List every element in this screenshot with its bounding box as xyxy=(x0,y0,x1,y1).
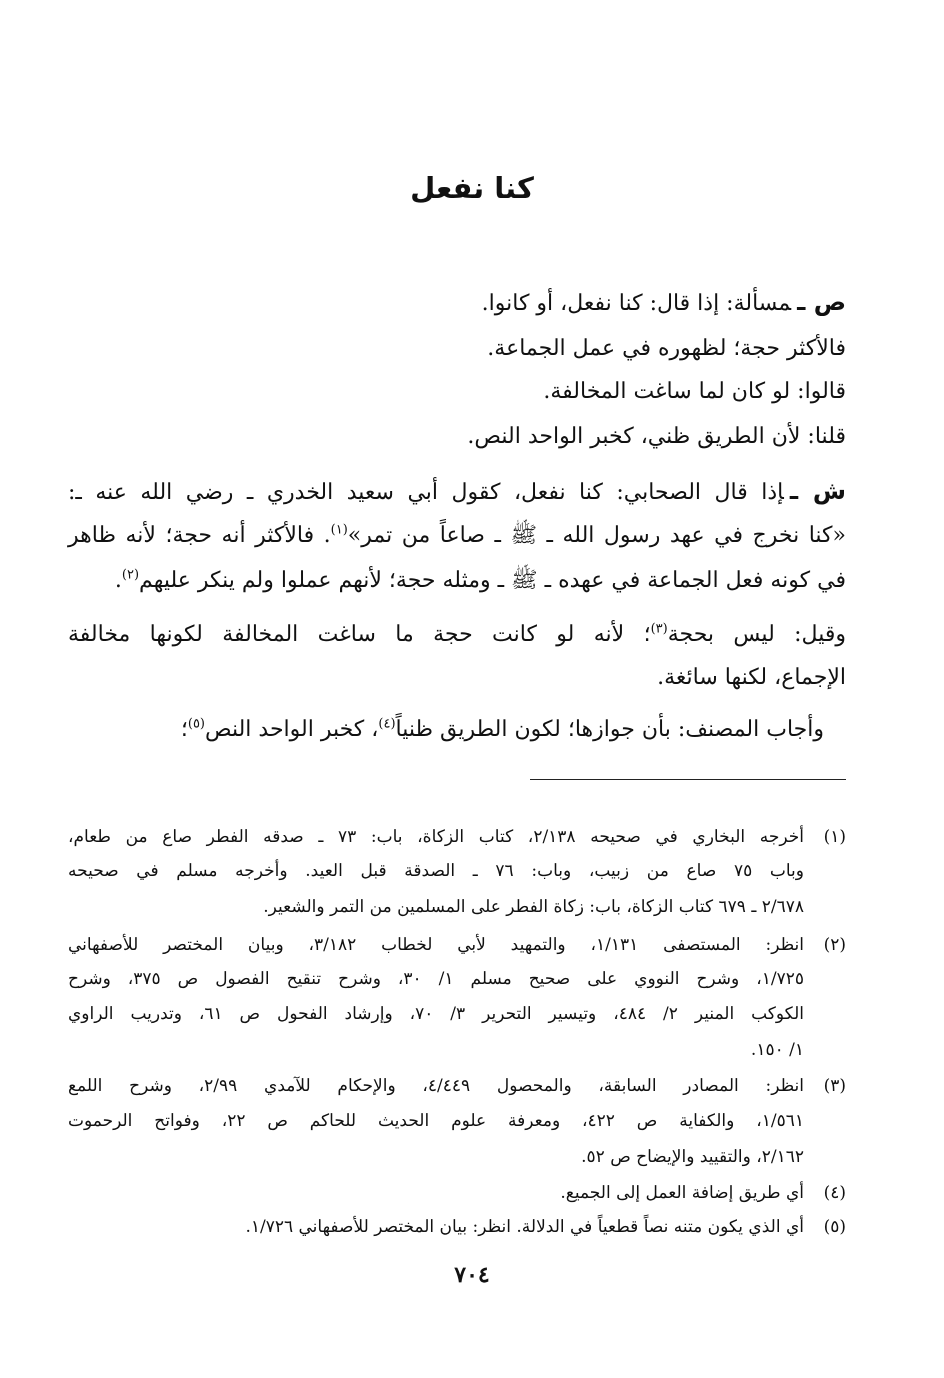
sharh-line-2: «كنا نخرج في عهد رسول الله ـ ﷺ ـ صاعاً من تمر»$^{(١)}$. فالأكثر أنه حجة؛ لأنه ظاهر xyxy=(68,522,846,548)
sharh-line-6: وأجاب المصنف: بأن جوازها؛ لكون الطريق ظنياً$^{(٤)}$، كخبر الواحد النص$^{(٥)}$؛ xyxy=(180,716,824,742)
footnote-separator xyxy=(530,779,846,780)
footnote-ref-1: (١) xyxy=(330,522,348,538)
footnote-1-line-2: وباب ٧٥ صاع من زبيب، وباب: ٧٦ ـ الصدقة قبل العيد. وأخرجه مسلم في صحيحه xyxy=(68,861,804,881)
sharh-text-1: إذا قال الصحابي: كنا نفعل، كقول أبي سعيد الخدري ـ رضي الله عنه ـ: xyxy=(68,480,784,505)
footnote-2-line-3: الكوكب المنير ٢/ ٤٨٤، وتيسير التحرير ٣/ ٧٠، وإرشاد الفحول ص ٦١، وتدريب الراوي xyxy=(68,1004,804,1024)
footnote-2-line-2: ١/٧٢٥، وشرح النووي على صحيح مسلم ١/ ٣٠، وشرح تنقيح الفصول ص ٣٧٥، وشرح xyxy=(68,969,804,989)
footnote-ref-3: (٣) xyxy=(650,621,668,637)
matn-text-1: مسألة: إذا قال: كنا نفعل، أو كانوا. xyxy=(481,291,792,316)
matn-line-4: قلنا: لأن الطريق ظني، كخبر الواحد النص. xyxy=(467,424,846,449)
footnote-text: أخرجه البخاري في صحيحه ٢/١٣٨، كتاب الزكاة، باب: ٧٣ ـ صدقه الفطر صاع من طعام، xyxy=(68,827,804,847)
matn-line-1 xyxy=(68,286,846,320)
footnote-number: (٢) xyxy=(823,935,846,955)
sharh-line-4: وقيل: ليس بحجة$^{(٣)}$؛ لأنه لو كانت حجة ما ساغت المخالفة لكونها مخالفة xyxy=(68,621,846,647)
footnote-number: (٣) xyxy=(823,1076,846,1096)
footnote-number: (٥) xyxy=(823,1217,846,1237)
footnote-3-line-3: ٢/١٦٢، والتقييد والإيضاح ص ٥٢. xyxy=(581,1147,804,1167)
footnote-text: أي الذي يكون متنه نصاً قطعياً في الدلالة. انظر: بيان المختصر للأصفهاني ١/٧٢٦. xyxy=(245,1217,804,1237)
footnote-text: أي طريق إضافة العمل إلى الجميع. xyxy=(560,1183,804,1203)
chapter-title: كنا نفعل xyxy=(410,171,534,205)
footnote-ref-2: (٢) xyxy=(121,567,140,583)
sharh-marker: ش ـ xyxy=(789,477,846,505)
footnote-text: انظر: المصادر السابقة، والمحصول ٤/٤٤٩، والإحكام للآمدي ٢/٩٩، وشرح اللمع xyxy=(68,1076,804,1096)
matn-marker: ص ـ xyxy=(797,288,846,316)
footnote-text: انظر: المستصفى ١/١٣١، والتمهيد لأبي لخطاب ٣/١٨٢، وبيان المختصر للأصفهاني xyxy=(68,935,804,955)
footnote-number: (٤) xyxy=(823,1183,846,1203)
sharh-line-5: الإجماع، لكنها سائغة. xyxy=(657,665,846,690)
sharh-line-1 xyxy=(68,475,846,509)
page-number: ٧٠٤ xyxy=(454,1262,490,1288)
sharh-line-3: في كونه فعل الجماعة في عهده ـ ﷺ ـ ومثله حجة؛ لأنهم عملوا ولم ينكر عليهم$^{(٢)}$. xyxy=(114,567,846,593)
matn-line-2: فالأكثر حجة؛ لظهوره في عمل الجماعة. xyxy=(487,336,846,361)
footnote-1-line-3: ٢/٦٧٨ ـ ٦٧٩ كتاب الزكاة، باب: زكاة الفطر على المسلمين من التمر والشعير. xyxy=(263,897,804,917)
footnote-ref-4: (٤) xyxy=(378,716,396,732)
matn-line-3: قالوا: لو كان لما ساغت المخالفة. xyxy=(543,379,846,404)
footnote-ref-5: (٥) xyxy=(187,716,205,732)
footnote-number: (١) xyxy=(823,827,846,847)
footnote-2-line-4: ١/ ١٥٠. xyxy=(750,1040,804,1060)
footnote-3-line-2: ١/٥٦١، والكفاية ص ٤٢٢، ومعرفة علوم الحديث للحاكم ص ٢٢، وفواتح الرحموت xyxy=(68,1111,804,1131)
